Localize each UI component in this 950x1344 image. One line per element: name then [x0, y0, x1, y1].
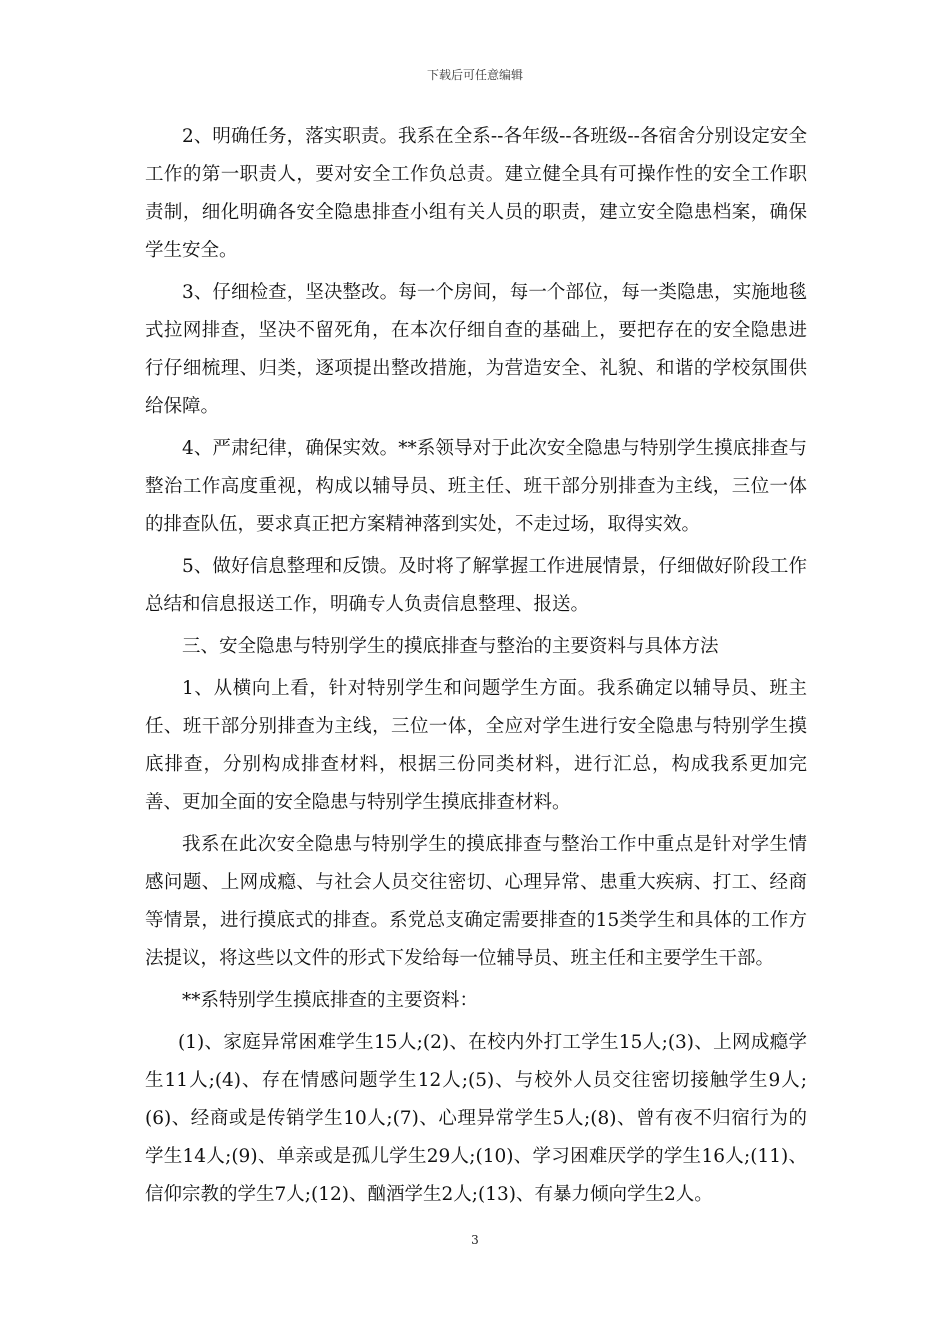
paragraph-discipline: 4、严肃纪律，确保实效。**系领导对于此次安全隐患与特别学生摸底排查与整治工作高度重视，构成以辅导员、班主任、班干部分别排查为主线，三位一体的排查队伍，要求真正把方案精神落到实处，不走过场，取得实效。	[145, 438, 807, 535]
paragraph-inspection: 3、仔细检查，坚决整改。每一个房间，每一个部位，每一类隐患，实施地毯式拉网排查，坚决不留死角，在本次仔细自查的基础上，要把存在的安全隐患进行仔细梳理、归类，逐项提出整改措施，为营造安全、礼貌、和谐的学校氛围供给保障。	[145, 282, 807, 417]
page-number: 3	[471, 1233, 479, 1247]
list-heading: **系特别学生摸底排查的主要资料：	[182, 990, 479, 1011]
paragraph-feedback: 5、做好信息整理和反馈。及时将了解掌握工作进展情景，仔细做好阶段工作总结和信息报送工作，明确专人负责信息整理、报送。	[145, 556, 807, 615]
student-category-list: (1)、家庭异常困难学生15人;(2)、在校内外打工学生15人;(3)、上网成瘾学生11人;(4)、存在情感问题学生12人;(5)、与校外人员交往密切接触学生9人;(6)、经商或是传销学生10人;(7)、心理异常学生5人;(8)、曾有夜不归宿行为的学生14人;(9)、单亲或是孤儿学生29人;(10)、学习困难厌学的学生16人;(11)、信仰宗教的学生7人;(12)、酗酒学生2人;(13)、有暴力倾向学生2人。	[145, 1032, 807, 1205]
body-text	[145, 118, 807, 1218]
paragraph-horizontal: 1、从横向上看，针对特别学生和问题学生方面。我系确定以辅导员、班主任、班干部分别排查为主线，三位一体，全应对学生进行安全隐患与特别学生摸底排查，分别构成排查材料，根据三份同类材料，进行汇总，构成我系更加完善、更加全面的安全隐患与特别学生摸底排查材料。	[145, 678, 807, 813]
paragraph-task-duty: 2、明确任务，落实职责。我系在全系--各年级--各班级--各宿舍分别设定安全工作的第一职责人，要对安全工作负总责。建立健全具有可操作性的安全工作职责制，细化明确各安全隐患排查小组有关人员的职责，建立安全隐患档案，确保学生安全。	[145, 126, 807, 261]
page-header: 下载后可任意编辑	[426, 68, 523, 82]
paragraph-focus: 我系在此次安全隐患与特别学生的摸底排查与整治工作中重点是针对学生情感问题、上网成瘾、与社会人员交往密切、心理异常、患重大疾病、打工、经商等情景，进行摸底式的排查。系党总支确定需要排查的15类学生和具体的工作方法提议，将这些以文件的形式下发给每一位辅导员、班主任和主要学生干部。	[145, 834, 807, 969]
section-heading: 三、安全隐患与特别学生的摸底排查与整治的主要资料与具体方法	[182, 636, 719, 657]
